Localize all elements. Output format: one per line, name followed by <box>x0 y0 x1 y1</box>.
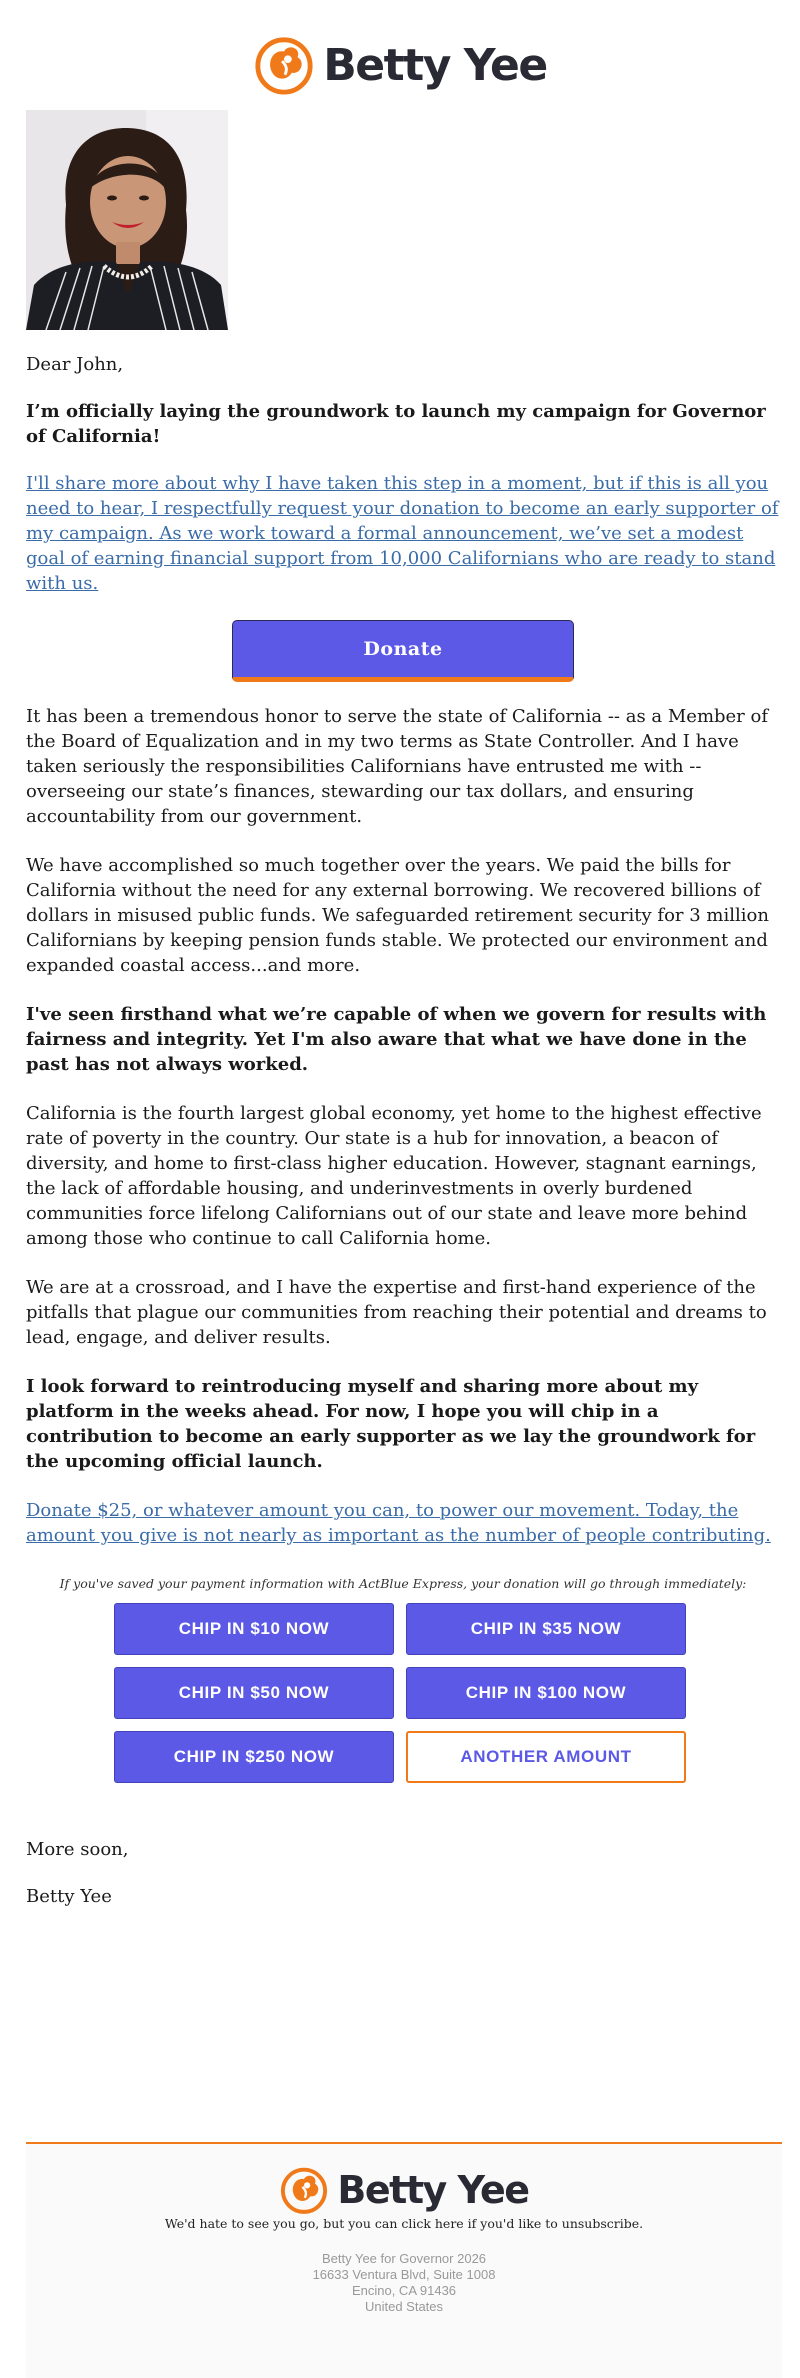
paragraph-accomplishments: We have accomplished so much together over the years. We paid the bills for California without the need for any external borrowing. We recovered billions of dollars in misused public funds. We safeguarded retirement security for 3 million Californians by keeping pension funds stable. We protected our environment and expanded coastal access...and more. <box>26 855 769 976</box>
address-org: Betty Yee for Governor 2026 <box>321 2251 487 2266</box>
poppy-logo-icon <box>253 34 315 96</box>
header-logo[interactable] <box>0 0 800 108</box>
footer-logo[interactable] <box>26 2144 782 2216</box>
logo-wordmark: Betty Yee <box>323 39 547 91</box>
actblue-express-note: If you've saved your payment information with ActBlue Express, your donation will go through immediately: <box>59 1576 747 1591</box>
paragraph-integrity: I've seen firsthand what we’re capable of when we govern for results with fairness and integrity. Yet I'm also aware that what we have done in the past has not always worked. <box>26 1004 767 1075</box>
chip-in-50-button[interactable]: CHIP IN $50 NOW <box>114 1667 394 1719</box>
donate-25-link[interactable]: Donate $25, or whatever amount you can, to power our movement. Today, the amount you give is not nearly as important as the number of people contributing. <box>26 1500 771 1546</box>
signature: Betty Yee <box>26 1886 112 1907</box>
footer-logo-wordmark: Betty Yee <box>337 2168 529 2212</box>
greeting: Dear John, <box>26 354 124 375</box>
another-amount-button[interactable]: ANOTHER AMOUNT <box>406 1731 686 1783</box>
chip-in-100-button[interactable]: CHIP IN $100 NOW <box>406 1667 686 1719</box>
intro-donation-link[interactable]: I'll share more about why I have taken this step in a moment, but if this is all you need to hear, I respectfully request your donation to become an early supporter of my campaign. As we work toward a formal announcement, we’ve set a modest goal of earning financial support from 10,000 Californians who are ready to stand with us. <box>26 473 779 594</box>
address-city: Encino, CA 91436 <box>351 2283 457 2298</box>
mailing-address <box>26 2251 782 2315</box>
unsubscribe-link[interactable]: We'd hate to see you go, but you can click here if you'd like to unsubscribe. <box>164 2216 644 2231</box>
closing: More soon, <box>26 1839 129 1860</box>
chip-in-35-button[interactable]: CHIP IN $35 NOW <box>406 1603 686 1655</box>
candidate-photo <box>26 110 228 330</box>
chip-in-250-button[interactable]: CHIP IN $250 NOW <box>114 1731 394 1783</box>
address-country: United States <box>364 2299 444 2314</box>
email-body <box>26 352 780 1909</box>
address-street: 16633 Ventura Blvd, Suite 1008 <box>312 2267 496 2282</box>
chip-in-grid <box>0 1603 800 1783</box>
poppy-logo-icon <box>279 2165 329 2215</box>
paragraph-service: It has been a tremendous honor to serve the state of California -- as a Member of the Board of Equalization and in my two terms as State Controller. And I have taken seriously the responsibilities Californians have entrusted me with -- overseeing our state’s finances, stewarding our tax dollars, and ensuring accountability from our government. <box>26 706 769 827</box>
paragraph-chip-in: I look forward to reintroducing myself and sharing more about my platform in the weeks ahead. For now, I hope you will chip in a contribution to become an early supporter as we lay the groundwork for the upcoming official launch. <box>26 1376 756 1472</box>
paragraph-economy: California is the fourth largest global economy, yet home to the highest effective rate of poverty in the country. Our state is a hub for innovation, a beacon of diversity, and home to first-class higher education. However, stagnant earnings, the lack of affordable housing, and underinvestments in overly burdened communities force lifelong Californians out of our state and leave more behind among those who continue to call California home. <box>26 1103 762 1249</box>
footer <box>26 2144 782 2378</box>
headline: I’m officially laying the groundwork to launch my campaign for Governor of California! <box>26 401 766 447</box>
donate-button[interactable]: Donate <box>232 620 574 682</box>
chip-in-10-button[interactable]: CHIP IN $10 NOW <box>114 1603 394 1655</box>
paragraph-crossroad: We are at a crossroad, and I have the expertise and first-hand experience of the pitfalls that plague our communities from reaching their potential and dreams to lead, engage, and deliver results. <box>26 1277 767 1348</box>
